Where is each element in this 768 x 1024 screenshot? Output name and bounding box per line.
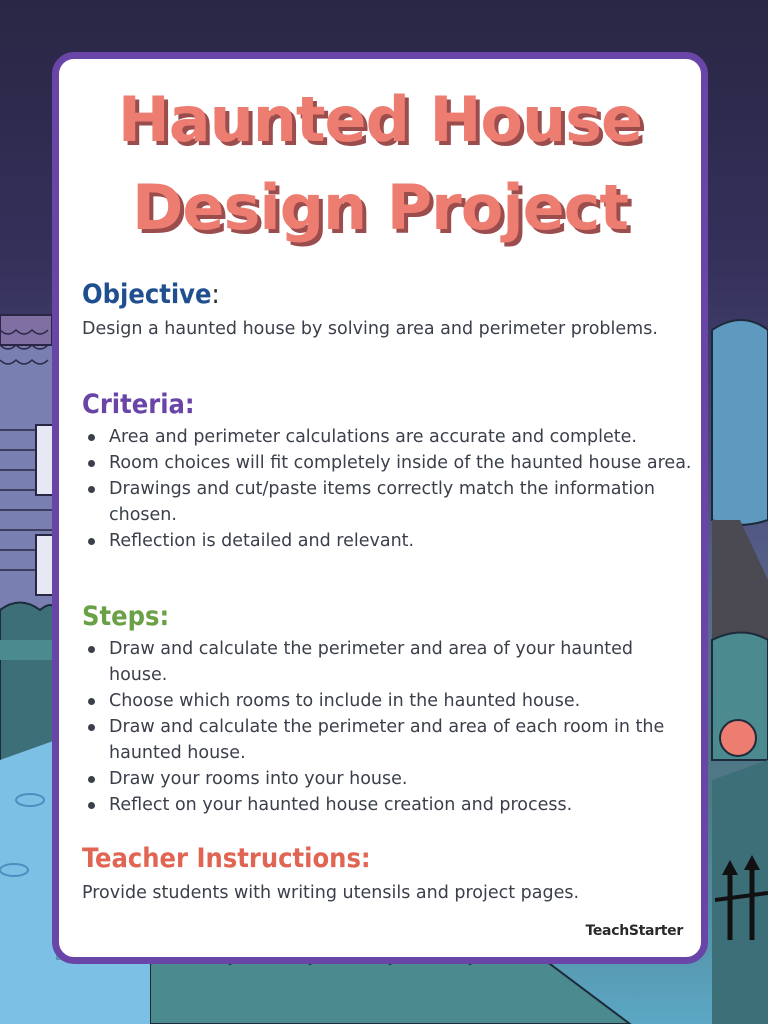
criteria-list <box>82 424 696 554</box>
criteria-item: Reflection is detailed and relevant. <box>82 528 696 554</box>
objective-heading <box>82 281 696 308</box>
brand-text: TeachStarter <box>585 923 683 939</box>
criteria-item: Drawings and cut/paste items correctly match the information chosen. <box>82 476 696 528</box>
teachstarter-logo <box>585 923 683 939</box>
steps-section <box>82 603 696 818</box>
steps-item: Reflect on your haunted house creation and process. <box>82 792 696 818</box>
steps-item: Choose which rooms to include in the haunted house. <box>82 688 696 714</box>
objective-colon: : <box>211 279 220 310</box>
house-left <box>0 315 60 615</box>
steps-item: Draw and calculate the perimeter and area of each room in the haunted house. <box>82 714 696 766</box>
steps-item: Draw your rooms into your house. <box>82 766 696 792</box>
criteria-item: Room choices will fit completely inside of the haunted house area. <box>82 450 696 476</box>
steps-list <box>82 636 696 818</box>
project-card <box>52 52 708 964</box>
criteria-section <box>82 391 696 554</box>
title-line-2: Design Project <box>131 171 629 244</box>
objective-section <box>82 281 696 342</box>
criteria-item: Area and perimeter calculations are accurate and complete. <box>82 424 696 450</box>
criteria-heading: Criteria: <box>82 389 195 420</box>
title-line-1: Haunted House <box>117 83 643 156</box>
objective-heading-text: Objective <box>82 279 212 310</box>
steps-item: Draw and calculate the perimeter and area of your haunted house. <box>82 636 696 688</box>
steps-heading: Steps: <box>82 601 170 632</box>
teacher-section <box>82 845 696 906</box>
objective-text: Design a haunted house by solving area and perimeter problems. <box>82 319 658 339</box>
teacher-heading: Teacher Instructions: <box>82 843 371 874</box>
teacher-text: Provide students with writing utensils and project pages. <box>82 883 580 903</box>
